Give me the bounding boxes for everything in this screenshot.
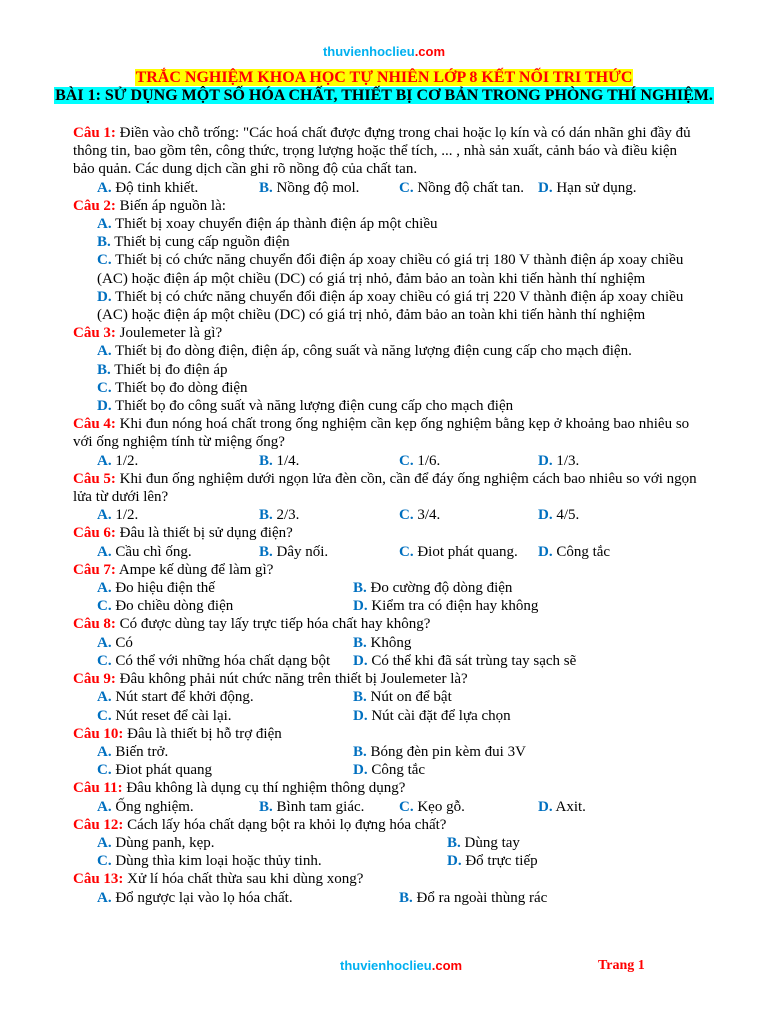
option-text: Kẹo gỗ. [413,798,465,815]
answer-option[interactable] [97,743,353,761]
option-letter: B. [259,507,273,524]
answer-row [73,743,698,761]
option-letter: D. [538,798,553,815]
option-letter: B. [353,689,367,706]
answer-option[interactable] [97,543,259,561]
option-letter: A. [97,834,112,851]
option-letter: A. [97,452,112,469]
option-letter: A. [97,689,112,706]
answer-option[interactable] [353,652,653,670]
site-tld: .com [414,44,446,59]
option-letter: C. [399,452,414,469]
option-text: 1/3. [552,452,580,469]
answer-row [73,379,698,397]
option-letter: B. [353,743,367,760]
option-text: Đo chiều dòng điện [111,598,234,615]
answer-option[interactable] [353,761,653,779]
question-10 [73,725,698,743]
question-text: Khi đun ống nghiệm dưới ngọn lửa đèn cồn, cần để đáy ống nghiệm cách bao nhiêu so với ngọn lửa từ dưới lên? [73,470,697,506]
answer-option[interactable] [97,834,447,852]
answer-row [73,852,698,870]
option-text: Đo hiệu điện thế [111,580,215,597]
option-letter: C. [97,252,112,269]
answer-option[interactable] [97,380,248,396]
option-text: Công tắc [552,543,611,560]
answer-option[interactable] [353,688,653,706]
answer-option[interactable] [97,234,290,250]
option-text: Thiết bị có chức năng chuyển đổi điện áp xoay chiều có giá trị 180 V thành điện áp xoay chiều (AC) hoặc điện áp một chiều (DC) có giá trị nhỏ, đảm bảo an toàn khi tiến hành thí nghiệm [97,252,684,287]
title-line-2: BÀI 1: SỬ DỤNG MỘT SỐ HÓA CHẤT, THIẾT BỊ CƠ BẢN TRONG PHÒNG THÍ NGHIỆM. [55,87,713,104]
question-9 [73,670,698,688]
answer-option[interactable] [97,652,353,670]
answer-row [73,652,698,670]
option-letter: C. [399,798,414,815]
option-text: Bình tam giác. [272,798,365,815]
answer-row [73,543,698,561]
question-text: Xử lí hóa chất thừa sau khi dùng xong? [123,871,364,888]
answer-option[interactable] [97,179,259,197]
option-text: Biến trở. [111,743,169,760]
answer-row [73,233,698,251]
question-7 [73,561,698,579]
option-letter: D. [353,598,368,615]
option-letter: D. [538,452,553,469]
answer-option[interactable] [97,852,447,870]
answer-row [73,506,698,524]
question-2 [73,197,698,215]
option-text: Đổ trực tiếp [461,853,538,870]
option-letter: B. [259,543,273,560]
answer-option[interactable] [399,798,538,816]
answer-row [73,597,698,615]
option-text: 2/3. [272,507,300,524]
question-text: Có được dùng tay lấy trực tiếp hóa chất hay không? [115,616,431,633]
answer-option[interactable] [97,452,259,470]
question-number: Câu 11: [73,780,123,797]
question-number: Câu 12: [73,816,124,833]
option-letter: A. [97,216,112,233]
option-text: Dùng panh, kẹp. [111,834,215,851]
question-text: Cách lấy hóa chất dạng bột ra khỏi lọ đựng hóa chất? [123,816,447,833]
option-text: Nút cài đặt để lựa chọn [367,707,511,724]
question-13 [73,870,698,888]
answer-option[interactable] [259,506,399,524]
option-text: Thiết bị đo điện áp [110,361,228,378]
question-8 [73,615,698,633]
option-letter: B. [259,179,273,196]
answer-option[interactable] [538,798,688,816]
answer-option[interactable] [97,688,353,706]
answer-option[interactable] [399,452,538,470]
answer-row [73,889,698,907]
answer-option[interactable] [97,798,259,816]
option-letter: A. [97,743,112,760]
answer-option[interactable] [97,579,353,597]
answer-option[interactable] [97,889,399,907]
answer-option[interactable] [399,889,649,907]
option-letter: B. [399,889,413,906]
option-letter: D. [538,543,553,560]
answer-row [73,452,698,470]
option-letter: D. [353,652,368,669]
site-name: thuvienhoclieu [322,44,415,59]
answer-option[interactable] [97,362,228,378]
answer-option[interactable] [97,398,513,414]
answer-row [73,288,698,324]
answer-option[interactable] [259,543,399,561]
answer-option[interactable] [97,506,259,524]
title-line-1: TRẮC NGHIỆM KHOA HỌC TỰ NHIÊN LỚP 8 KẾT NỐI TRI THỨC [135,69,633,86]
question-number: Câu 4: [73,416,116,433]
option-text: Có thể khi đã sát trùng tay sạch sẽ [367,652,577,669]
question-list [73,124,698,907]
answer-row [73,251,698,287]
option-letter: C. [399,507,414,524]
option-letter: A. [97,634,112,651]
question-number: Câu 10: [73,725,124,742]
answer-option[interactable] [447,852,647,870]
question-number: Câu 6: [73,525,116,542]
answer-row [73,579,698,597]
option-letter: A. [97,798,112,815]
option-letter: B. [97,234,111,251]
option-text: Hạn sử dụng. [552,179,637,196]
option-text: Nồng độ chất tan. [413,179,524,196]
option-letter: A. [97,580,112,597]
option-letter: B. [259,452,273,469]
answer-row [73,361,698,379]
option-text: Bóng đèn pin kèm đui 3V [366,743,526,760]
answer-row [73,761,698,779]
option-text: Độ tinh khiết. [111,179,199,196]
answer-option[interactable] [399,543,538,561]
option-text: 1/4. [272,452,300,469]
answer-option[interactable] [259,179,399,197]
option-letter: C. [97,762,112,779]
option-text: Dây nối. [272,543,329,560]
answer-row [73,798,698,816]
answer-option[interactable] [97,252,683,286]
option-text: Thiết bị đo dòng điện, điện áp, công suất và năng lượng điện cung cấp cho mạch điện. [111,343,632,360]
option-letter: B. [353,580,367,597]
question-text: Joulemeter là gì? [115,325,223,342]
option-text: Có [111,634,133,651]
question-text: Đâu là thiết bị hỗ trợ điện [123,725,282,742]
option-letter: A. [97,543,112,560]
answer-option[interactable] [97,597,353,615]
answer-row [73,397,698,415]
option-text: Dùng thìa kim loại hoặc thủy tinh. [111,853,322,870]
option-text: Kiểm tra có điện hay không [367,598,539,615]
option-text: Không [366,634,412,651]
question-number: Câu 7: [73,561,116,578]
question-number: Câu 13: [73,871,124,888]
question-text: Khi đun nóng hoá chất trong ống nghiệm cần kẹp ống nghiệm bằng kẹp ở khoảng bao nhiêu so với ống nghiệm tính từ miệng ống? [73,416,690,451]
answer-option[interactable] [538,179,688,197]
option-text: Nút on để bật [366,689,452,706]
option-text: Dùng tay [460,834,520,851]
option-text: Điot phát quang [111,762,212,779]
answer-option[interactable] [97,289,683,323]
option-letter: D. [538,179,553,196]
option-letter: D. [447,853,462,870]
answer-row [73,634,698,652]
answer-option[interactable] [97,761,353,779]
question-text: Ampe kế dùng để làm gì? [115,561,274,578]
option-text: Đổ ngược lại vào lọ hóa chất. [111,889,293,906]
option-text: 1/2. [111,507,139,524]
option-text: 1/6. [413,452,441,469]
option-letter: A. [97,343,112,360]
option-letter: C. [399,543,414,560]
answer-option[interactable] [97,216,437,232]
page-number: Trang 1 [598,958,645,973]
answer-option[interactable] [97,634,353,652]
answer-row [73,342,698,360]
answer-option[interactable] [353,597,653,615]
option-text: Thiết bị có chức năng chuyển đổi điện áp xoay chiều có giá trị 220 V thành điện áp xoay chiều (AC) hoặc điện áp một chiều (DC) có giá trị nhỏ, đảm bảo an toàn khi tiến hành thí nghiệm [97,288,684,324]
question-number: Câu 9: [73,671,116,688]
question-number: Câu 5: [73,470,116,487]
answer-option[interactable] [447,834,647,852]
question-text: Biến áp nguồn là: [115,197,226,214]
option-letter: A. [97,507,112,524]
question-number: Câu 3: [73,325,116,342]
option-text: 4/5. [552,507,580,524]
option-text: Có thể với những hóa chất dạng bột [111,652,331,669]
option-text: Đổ ra ngoài thùng rác [412,889,548,906]
question-text: Đâu không phải nút chức năng trên thiết bị Joulemeter là? [115,671,468,688]
option-letter: D. [353,707,368,724]
option-letter: B. [97,361,111,378]
question-number: Câu 1: [73,125,116,141]
answer-option[interactable] [538,506,688,524]
answer-option[interactable] [353,634,653,652]
option-text: Công tắc [367,762,426,779]
option-text: Đo cường độ dòng điện [366,580,513,597]
answer-row [73,707,698,725]
answer-row [73,834,698,852]
option-text: Thiết bị cung cấp nguồn điện [110,234,290,251]
option-letter: C. [97,853,112,870]
answer-row [73,215,698,233]
lesson-title [0,87,768,105]
option-text: Ống nghiệm. [111,798,194,815]
question-number: Câu 8: [73,616,116,633]
answer-row [73,688,698,706]
answer-option[interactable] [353,707,653,725]
option-letter: C. [97,598,112,615]
question-12 [73,816,698,834]
option-letter: D. [97,288,112,305]
footer-site-link[interactable] [340,958,462,973]
question-text: Điền vào chỗ trống: "Các hoá chất được đựng trong chai hoặc lọ kín và có dán nhãn ghi đầy đủ thông tin, bao gồm tên, công thức, trọng lượng hoặc thể tích, ... , nhà sản xuất, cảnh báo và điều kiện bảo quản. Các dung dịch cần ghi rõ nồng độ của chất tan. [73,125,691,178]
option-text: Điot phát quang. [413,543,518,560]
answer-option[interactable] [399,179,538,197]
question-1 [73,124,698,179]
option-letter: B. [259,798,273,815]
option-letter: C. [97,652,112,669]
footer-site-name: thuvienhoclieu [340,958,432,973]
option-letter: A. [97,179,112,196]
answer-option[interactable] [259,798,399,816]
option-letter: B. [353,634,367,651]
answer-option[interactable] [97,707,353,725]
question-11 [73,779,698,797]
answer-option[interactable] [97,343,632,359]
question-text: Đâu không là dụng cụ thí nghiệm thông dụng? [122,780,406,797]
option-text: 1/2. [111,452,139,469]
option-letter: D. [353,762,368,779]
option-text: Cầu chì ống. [111,543,192,560]
option-text: Thiết bị xoay chuyển điện áp thành điện áp một chiều [111,216,438,233]
answer-option[interactable] [259,452,399,470]
answer-option[interactable] [538,452,688,470]
option-text: Nồng độ mol. [272,179,360,196]
answer-row [73,179,698,197]
question-text: Đâu là thiết bị sử dụng điện? [115,525,293,542]
option-text: Nút reset để cài lại. [111,707,232,724]
header-site-link[interactable] [0,44,768,59]
question-6 [73,524,698,542]
answer-option[interactable] [353,743,653,761]
question-3 [73,324,698,342]
answer-option[interactable] [353,579,653,597]
option-text: Nút start để khởi động. [111,689,254,706]
answer-option[interactable] [538,543,688,561]
question-5 [73,470,698,506]
document-title [0,69,768,87]
option-letter: D. [538,507,553,524]
option-text: Thiết bọ đo công suất và năng lượng điện cung cấp cho mạch điện [111,398,514,415]
question-number: Câu 2: [73,197,116,214]
option-letter: C. [97,707,112,724]
option-letter: C. [399,179,414,196]
option-letter: B. [447,834,461,851]
answer-option[interactable] [399,506,538,524]
option-text: Axit. [552,798,586,815]
question-4 [73,415,698,451]
footer-site-tld: .com [431,958,463,973]
option-text: 3/4. [413,507,441,524]
option-letter: D. [97,398,112,415]
option-letter: A. [97,889,112,906]
option-text: Thiết bọ đo dòng điện [111,379,248,396]
option-letter: C. [97,379,112,396]
